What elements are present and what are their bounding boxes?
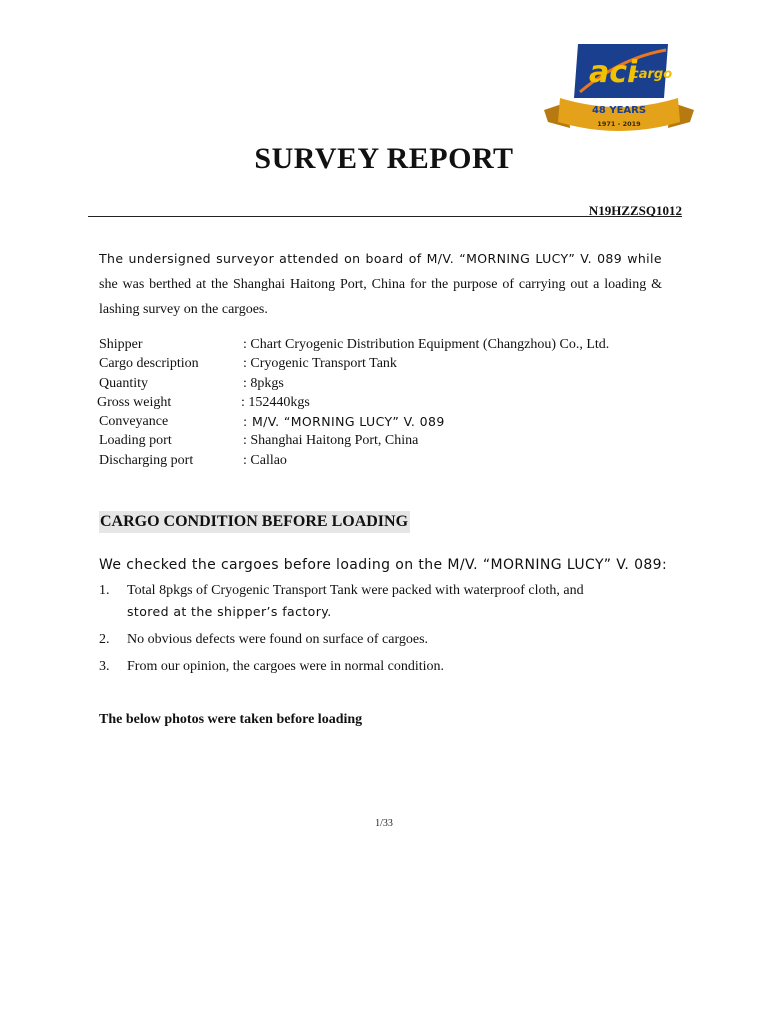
- list-item-text: No obvious defects were found on surface of cargoes.: [127, 632, 429, 647]
- list-item-number: 1.: [99, 583, 110, 598]
- detail-row-shipper: [99, 335, 679, 354]
- list-item-text: Total 8pkgs of Cryogenic Transport Tank were packed with waterproof cloth, and: [127, 583, 584, 598]
- detail-value: : M/V. “MORNING LUCY” V. 089: [243, 414, 445, 430]
- company-logo: [540, 38, 698, 134]
- detail-value: : Cryogenic Transport Tank: [243, 356, 397, 372]
- list-item-number: 2.: [99, 632, 110, 647]
- list-item: [99, 629, 662, 650]
- detail-row-gross-weight: [99, 393, 679, 412]
- checks-intro: We checked the cargoes before loading on the M/V. “MORNING LUCY” V. 089:: [99, 557, 668, 573]
- list-item-text-continued: stored at the shipper’s factory.: [127, 604, 332, 619]
- detail-label: Cargo description: [99, 356, 199, 372]
- detail-row-cargo-description: [99, 354, 679, 373]
- logo-brand-sub: cargo: [631, 67, 673, 82]
- logo-years: 1971 - 2019: [597, 120, 641, 128]
- cargo-details: [99, 335, 679, 470]
- detail-label: Shipper: [99, 337, 143, 352]
- aci-cargo-logo-icon: [540, 38, 698, 134]
- detail-value: : Chart Cryogenic Distribution Equipment (Changzhou) Co., Ltd.: [243, 337, 610, 352]
- intro-line-one: The undersigned surveyor attended on board of M/V. “MORNING LUCY” V. 089 while: [99, 251, 662, 266]
- report-title: SURVEY REPORT: [254, 142, 514, 175]
- intro-paragraph: [99, 246, 662, 322]
- page-number: 1/33: [375, 818, 393, 829]
- detail-row-quantity: [99, 374, 679, 393]
- detail-row-discharging-port: [99, 451, 679, 470]
- detail-row-loading-port: [99, 431, 679, 450]
- detail-value: : Shanghai Haitong Port, China: [243, 433, 419, 449]
- list-item: [99, 580, 662, 623]
- detail-label: Conveyance: [99, 414, 169, 430]
- detail-label: Discharging port: [99, 452, 194, 468]
- logo-brand-main: aci: [589, 55, 638, 90]
- detail-label: Quantity: [99, 375, 148, 391]
- checks-list: [99, 580, 662, 677]
- list-item: [99, 656, 662, 677]
- detail-label: Loading port: [99, 433, 172, 449]
- list-item-number: 3.: [99, 659, 110, 674]
- photos-note: The below photos were taken before loading: [99, 712, 363, 727]
- detail-value: : 152440kgs: [241, 394, 310, 410]
- reference-number: N19HZZSQ1012: [588, 203, 682, 218]
- logo-ribbon-text: 48 YEARS: [591, 105, 647, 116]
- detail-value: : Callao: [243, 452, 287, 468]
- detail-row-conveyance: [99, 412, 679, 431]
- list-item-text: From our opinion, the cargoes were in normal condition.: [127, 659, 445, 674]
- header-divider: [88, 216, 682, 217]
- intro-line-two: she was berthed at the Shanghai Haitong Port, China for the purpose of carrying out a loading & lashing survey on the cargoes.: [99, 277, 662, 317]
- section-heading: CARGO CONDITION BEFORE LOADING: [99, 511, 410, 533]
- detail-value: : 8pkgs: [243, 375, 284, 391]
- detail-label: Gross weight: [97, 394, 172, 410]
